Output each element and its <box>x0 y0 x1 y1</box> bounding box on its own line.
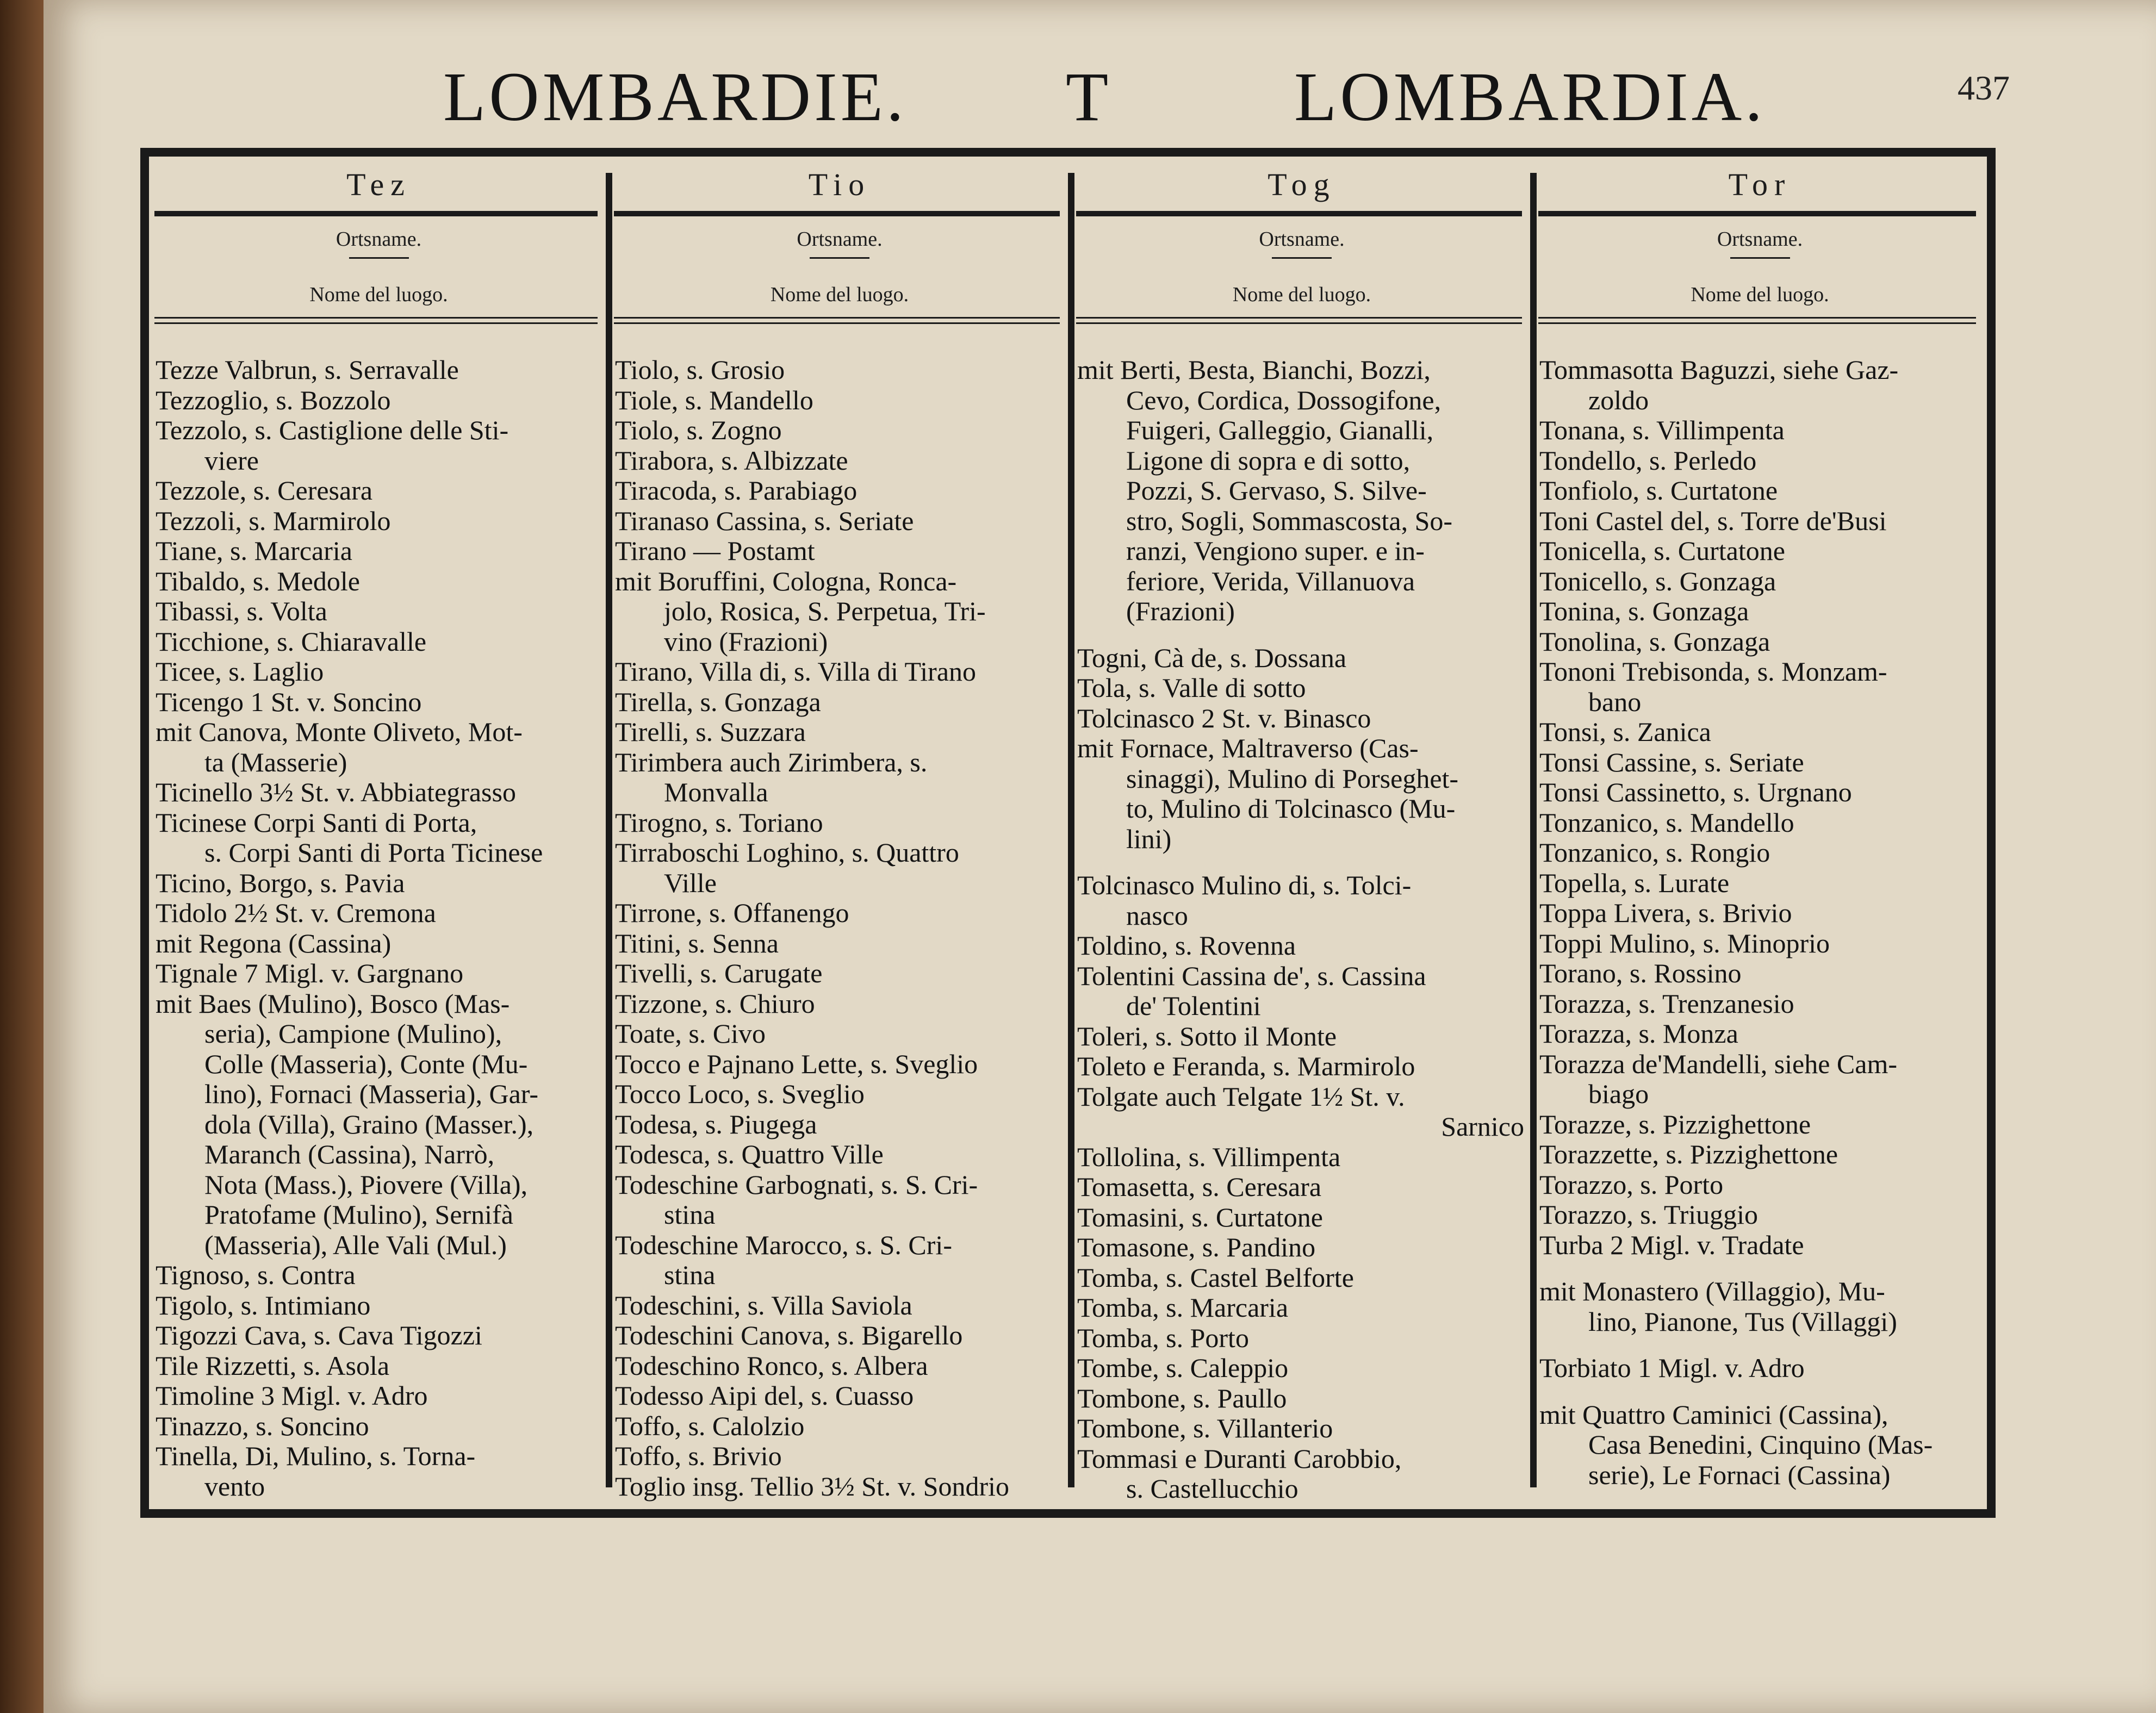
list-item: Tinella, Di, Mulino, s. Torna- <box>156 1441 476 1471</box>
header-rule-thin <box>614 317 1060 319</box>
book-gutter <box>0 0 44 1713</box>
list-item: Tonicella, s. Curtatone <box>1539 535 1785 566</box>
short-rule <box>810 257 869 259</box>
list-item: Tiracoda, s. Parabiago <box>615 475 858 506</box>
list-item: Torazzo, s. Porto <box>1539 1169 1724 1200</box>
list-item: Tolcinasco 2 St. v. Binasco <box>1077 702 1371 733</box>
column-title: Tog <box>1267 167 1336 202</box>
list-item: Tibassi, s. Volta <box>156 596 327 626</box>
list-item: stro, Sogli, Sommascosta, So- <box>1126 505 1453 536</box>
spacer <box>1539 1260 1981 1276</box>
short-rule <box>349 257 409 259</box>
label-nome-del-luogo: Nome del luogo. <box>1232 283 1371 306</box>
list-item: Sarnico <box>1441 1111 1524 1142</box>
list-item: Tirano, Villa di, s. Villa di Tirano <box>615 656 977 687</box>
column-tio <box>608 157 1071 1509</box>
header-rule-thin <box>154 322 598 324</box>
list-item: (Frazioni) <box>1126 596 1235 626</box>
list-item: Tirano — Postamt <box>615 535 815 566</box>
list-item: Ticinese Corpi Santi di Porta, <box>156 807 477 838</box>
column-title: Tez <box>346 167 411 202</box>
list-item: Tezzoli, s. Marmirolo <box>156 505 391 536</box>
list-item: to, Mulino di Tolcinasco (Mu- <box>1126 793 1456 824</box>
list-item: Tolcinasco Mulino di, s. Tolci- <box>1077 870 1412 900</box>
list-item: Tomasone, s. Pandino <box>1077 1232 1316 1262</box>
list-item: ta (Masserie) <box>204 746 347 777</box>
list-item: Torazzo, s. Triuggio <box>1539 1199 1759 1230</box>
header-rule-thin <box>614 322 1060 324</box>
list-item: mit Boruffini, Cologna, Ronca- <box>615 565 957 596</box>
list-item: Torazza, s. Monza <box>1539 1018 1738 1049</box>
list-item: bano <box>1588 686 1642 717</box>
list-item: Ticee, s. Laglio <box>156 656 324 687</box>
column-tez <box>149 157 608 1509</box>
list-item: Toppa Livera, s. Brivio <box>1539 898 1792 928</box>
list-item: Torbiato 1 Migl. v. Adro <box>1539 1353 1805 1383</box>
list-item: Tiole, s. Mandello <box>615 384 813 415</box>
list-item: Tommasotta Baguzzi, siehe Gaz- <box>1539 354 1899 385</box>
list-item: vento <box>204 1471 265 1502</box>
column-tog <box>1071 157 1533 1509</box>
list-item: Cevo, Cordica, Dossogifone, <box>1126 384 1442 415</box>
list-item: Tonana, s. Villimpenta <box>1539 415 1785 445</box>
header-rule <box>614 211 1060 216</box>
list-item: Timoline 3 Migl. v. Adro <box>156 1380 428 1411</box>
header-rule <box>1538 211 1976 216</box>
list-item: Tomasini, s. Curtatone <box>1077 1201 1324 1232</box>
list-item: Todeschini Canova, s. Bigarello <box>615 1320 963 1350</box>
list-item: Tonsi Cassinetto, s. Urgnano <box>1539 777 1852 807</box>
list-item: Toglio insg. Tellio 3½ St. v. Sondrio <box>615 1471 1009 1502</box>
list-item: Torazze, s. Pizzighettone <box>1539 1108 1811 1139</box>
list-item: Tomba, s. Marcaria <box>1077 1292 1289 1323</box>
label-ortsname: Ortsname. <box>1717 228 1803 251</box>
list-item: ranzi, Vengiono super. e in- <box>1126 535 1425 566</box>
list-item: Turba 2 Migl. v. Tradate <box>1539 1229 1804 1260</box>
list-item: mit Berti, Besta, Bianchi, Bozzi, <box>1077 354 1431 385</box>
list-item: Todesca, s. Quattro Ville <box>615 1139 884 1169</box>
list-item: viere <box>204 445 259 476</box>
label-ortsname: Ortsname. <box>1259 228 1345 251</box>
list-item: Tinazzo, s. Soncino <box>156 1410 369 1441</box>
list-item: mit Fornace, Maltraverso (Cas- <box>1077 733 1419 763</box>
page-number: 437 <box>1958 68 2010 107</box>
header-rule <box>154 211 598 216</box>
list-item: Tigozzi Cava, s. Cava Tigozzi <box>156 1320 482 1350</box>
list-item: Torazzette, s. Pizzighettone <box>1539 1139 1838 1169</box>
list-item: Tirimbera auch Zirimbera, s. <box>615 746 928 777</box>
list-item: Toppi Mulino, s. Minoprio <box>1539 927 1830 958</box>
list-item: Tirogno, s. Toriano <box>615 807 823 838</box>
list-item: Tizzone, s. Chiuro <box>615 988 815 1019</box>
list-item: Tononi Trebisonda, s. Monzam- <box>1539 656 1887 687</box>
list-item: Ticchione, s. Chiaravalle <box>156 626 427 657</box>
list-item: Tolgate auch Telgate 1½ St. v. <box>1077 1081 1405 1112</box>
header-rule-thin <box>1538 322 1976 324</box>
list-item: Torano, s. Rossino <box>1539 958 1742 988</box>
list-item: Tonfiolo, s. Curtatone <box>1539 475 1778 506</box>
list-item: Colle (Masseria), Conte (Mu- <box>204 1048 528 1079</box>
list-item: Tirabora, s. Albizzate <box>615 445 848 476</box>
list-item: Todeschine Garbognati, s. S. Cri- <box>615 1169 978 1200</box>
list-item: Tignoso, s. Contra <box>156 1260 356 1290</box>
list-item: Ville <box>664 867 717 898</box>
spacer <box>1077 854 1527 870</box>
label-nome-del-luogo: Nome del luogo. <box>770 283 909 306</box>
list-item: mit Baes (Mulino), Bosco (Mas- <box>156 988 510 1019</box>
list-item: zoldo <box>1588 384 1649 415</box>
list-item: Ticinello 3½ St. v. Abbiategrasso <box>156 777 516 807</box>
list-item: Tezzoglio, s. Bozzolo <box>156 384 391 415</box>
list-item: Tiolo, s. Grosio <box>615 354 785 385</box>
list-item: (Masseria), Alle Vali (Mul.) <box>204 1229 507 1260</box>
list-item: mit Monastero (Villaggio), Mu- <box>1539 1276 1885 1306</box>
list-item: Tirrone, s. Offanengo <box>615 898 849 928</box>
list-item: Ticino, Borgo, s. Pavia <box>156 867 405 898</box>
list-item: Toni Castel del, s. Torre de'Busi <box>1539 505 1887 536</box>
short-rule <box>1272 257 1332 259</box>
list-item: Tezzole, s. Ceresara <box>156 475 373 506</box>
list-item: Tombone, s. Paullo <box>1077 1382 1287 1413</box>
list-item: s. Corpi Santi di Porta Ticinese <box>204 837 543 868</box>
heading-left: LOMBARDIE. <box>443 58 907 135</box>
list-item: Tiranaso Cassina, s. Seriate <box>615 505 914 536</box>
gazetteer-table <box>140 148 1996 1518</box>
heading-right: LOMBARDIA. <box>1294 58 1766 135</box>
list-item: Todesso Aipi del, s. Cuasso <box>615 1380 914 1411</box>
list-item: lino, Pianone, Tus (Villaggi) <box>1588 1306 1897 1337</box>
list-item: Tondello, s. Perledo <box>1539 445 1757 476</box>
header-rule-thin <box>154 317 598 319</box>
list-item: Todeschino Ronco, s. Albera <box>615 1350 928 1381</box>
list-item: Tigolo, s. Intimiano <box>156 1290 371 1320</box>
list-item: Toffo, s. Calolzio <box>615 1410 805 1441</box>
list-item: Todesa, s. Piugega <box>615 1108 817 1139</box>
label-nome-del-luogo: Nome del luogo. <box>309 283 448 306</box>
list-item: Tombe, s. Caleppio <box>1077 1353 1289 1383</box>
list-item: Tonzanico, s. Rongio <box>1539 837 1770 868</box>
list-item: Monvalla <box>664 777 768 807</box>
spacer <box>1077 627 1527 643</box>
list-item: Ligone di sopra e di sotto, <box>1126 445 1411 476</box>
list-item: Tirelli, s. Suzzara <box>615 717 806 747</box>
list-item: Toleri, s. Sotto il Monte <box>1077 1020 1337 1051</box>
list-item: lino), Fornaci (Masseria), Gar- <box>204 1079 539 1109</box>
list-item: feriore, Verida, Villanuova <box>1126 565 1415 596</box>
list-item: Tocco e Pajnano Lette, s. Sveglio <box>615 1048 978 1079</box>
list-item: Tignale 7 Migl. v. Gargnano <box>156 958 464 988</box>
list-item: Torazza de'Mandelli, siehe Cam- <box>1539 1048 1898 1079</box>
list-item: stina <box>664 1260 716 1290</box>
list-item: Tonina, s. Gonzaga <box>1539 596 1749 626</box>
list-item: Tiolo, s. Zogno <box>615 415 782 445</box>
list-item: mit Quattro Caminici (Cassina), <box>1539 1399 1888 1430</box>
entry-list <box>156 355 603 1502</box>
list-item: Tolentini Cassina de', s. Cassina <box>1077 960 1426 991</box>
list-item: Tonolina, s. Gonzaga <box>1539 626 1770 657</box>
list-item: Toleto e Feranda, s. Marmirolo <box>1077 1051 1415 1081</box>
list-item: Tirella, s. Gonzaga <box>615 686 821 717</box>
list-item: Tocco Loco, s. Sveglio <box>615 1079 865 1109</box>
list-item: Topella, s. Lurate <box>1539 867 1730 898</box>
list-item: stina <box>664 1199 716 1230</box>
column-tor <box>1533 157 1987 1509</box>
list-item: Titini, s. Senna <box>615 927 779 958</box>
list-item: Tezze Valbrun, s. Serravalle <box>156 354 459 385</box>
list-item: nasco <box>1126 900 1188 931</box>
list-item: Tonzanico, s. Mandello <box>1539 807 1794 838</box>
list-item: Toffo, s. Brivio <box>615 1441 782 1471</box>
list-item: lini) <box>1126 823 1172 854</box>
list-item: Tomasetta, s. Ceresara <box>1077 1172 1322 1202</box>
column-title: Tio <box>808 167 871 202</box>
list-item: Pratofame (Mulino), Sernifà <box>204 1199 513 1230</box>
list-item: Fuigeri, Galleggio, Gianalli, <box>1126 415 1434 445</box>
entry-list <box>615 355 1065 1502</box>
list-item: Tonsi, s. Zanica <box>1539 717 1711 747</box>
list-item: Todeschine Marocco, s. S. Cri- <box>615 1229 952 1260</box>
list-item: mit Canova, Monte Oliveto, Mot- <box>156 717 523 747</box>
list-item: Tomba, s. Castel Belforte <box>1077 1262 1354 1293</box>
label-ortsname: Ortsname. <box>335 228 422 251</box>
list-item: biago <box>1588 1079 1649 1109</box>
list-item: Todeschini, s. Villa Saviola <box>615 1290 912 1320</box>
list-item: dola (Villa), Graino (Masser.), <box>204 1108 534 1139</box>
label-nome-del-luogo: Nome del luogo. <box>1691 283 1829 306</box>
list-item: serie), Le Fornaci (Cassina) <box>1588 1459 1891 1490</box>
list-item: Tibaldo, s. Medole <box>156 565 360 596</box>
list-item: Tollolina, s. Villimpenta <box>1077 1141 1341 1172</box>
list-item: Tivelli, s. Carugate <box>615 958 823 988</box>
list-item: Tile Rizzetti, s. Asola <box>156 1350 390 1381</box>
list-item: mit Regona (Cassina) <box>156 927 392 958</box>
list-item: Tonsi Cassine, s. Seriate <box>1539 746 1804 777</box>
header-rule-thin <box>1076 317 1522 319</box>
short-rule <box>1730 257 1790 259</box>
entry-list <box>1077 355 1527 1504</box>
label-ortsname: Ortsname. <box>797 228 883 251</box>
list-item: Tidolo 2½ St. v. Cremona <box>156 898 436 928</box>
list-item: Casa Benedini, Cinquino (Mas- <box>1588 1429 1933 1460</box>
list-item: vino (Frazioni) <box>664 626 828 657</box>
list-item: seria), Campione (Mulino), <box>204 1018 502 1049</box>
list-item: Tiane, s. Marcaria <box>156 535 352 566</box>
list-item: Torazza, s. Trenzanesio <box>1539 988 1794 1019</box>
list-item: Tirraboschi Loghino, s. Quattro <box>615 837 959 868</box>
list-item: jolo, Rosica, S. Perpetua, Tri- <box>664 596 986 626</box>
list-item: de' Tolentini <box>1126 991 1261 1021</box>
list-item: Nota (Mass.), Piovere (Villa), <box>204 1169 528 1200</box>
list-item: Tezzolo, s. Castiglione delle Sti- <box>156 415 509 445</box>
list-item: Toldino, s. Rovenna <box>1077 930 1296 961</box>
spacer <box>1539 1337 1981 1353</box>
list-item: Ticengo 1 St. v. Soncino <box>156 686 422 717</box>
spacer <box>1539 1384 1981 1400</box>
list-item: Toate, s. Civo <box>615 1018 766 1049</box>
heading-letter: T <box>1066 58 1112 135</box>
header-rule <box>1076 211 1522 216</box>
list-item: sinaggi), Mulino di Porseghet- <box>1126 763 1459 794</box>
entry-list <box>1539 355 1981 1490</box>
column-title: Tor <box>1728 167 1792 202</box>
list-item: Maranch (Cassina), Narrò, <box>204 1139 495 1169</box>
header-rule-thin <box>1076 322 1522 324</box>
list-item: Pozzi, S. Gervaso, S. Silve- <box>1126 475 1427 506</box>
list-item: Togni, Cà de, s. Dossana <box>1077 642 1347 673</box>
list-item: Tomba, s. Porto <box>1077 1322 1249 1353</box>
list-item: Tommasi e Duranti Carobbio, <box>1077 1443 1402 1474</box>
list-item: Tonicello, s. Gonzaga <box>1539 565 1776 596</box>
list-item: Tombone, s. Villanterio <box>1077 1413 1333 1443</box>
header-rule-thin <box>1538 317 1976 319</box>
list-item: s. Castellucchio <box>1126 1473 1298 1504</box>
list-item: Tola, s. Valle di sotto <box>1077 672 1306 703</box>
